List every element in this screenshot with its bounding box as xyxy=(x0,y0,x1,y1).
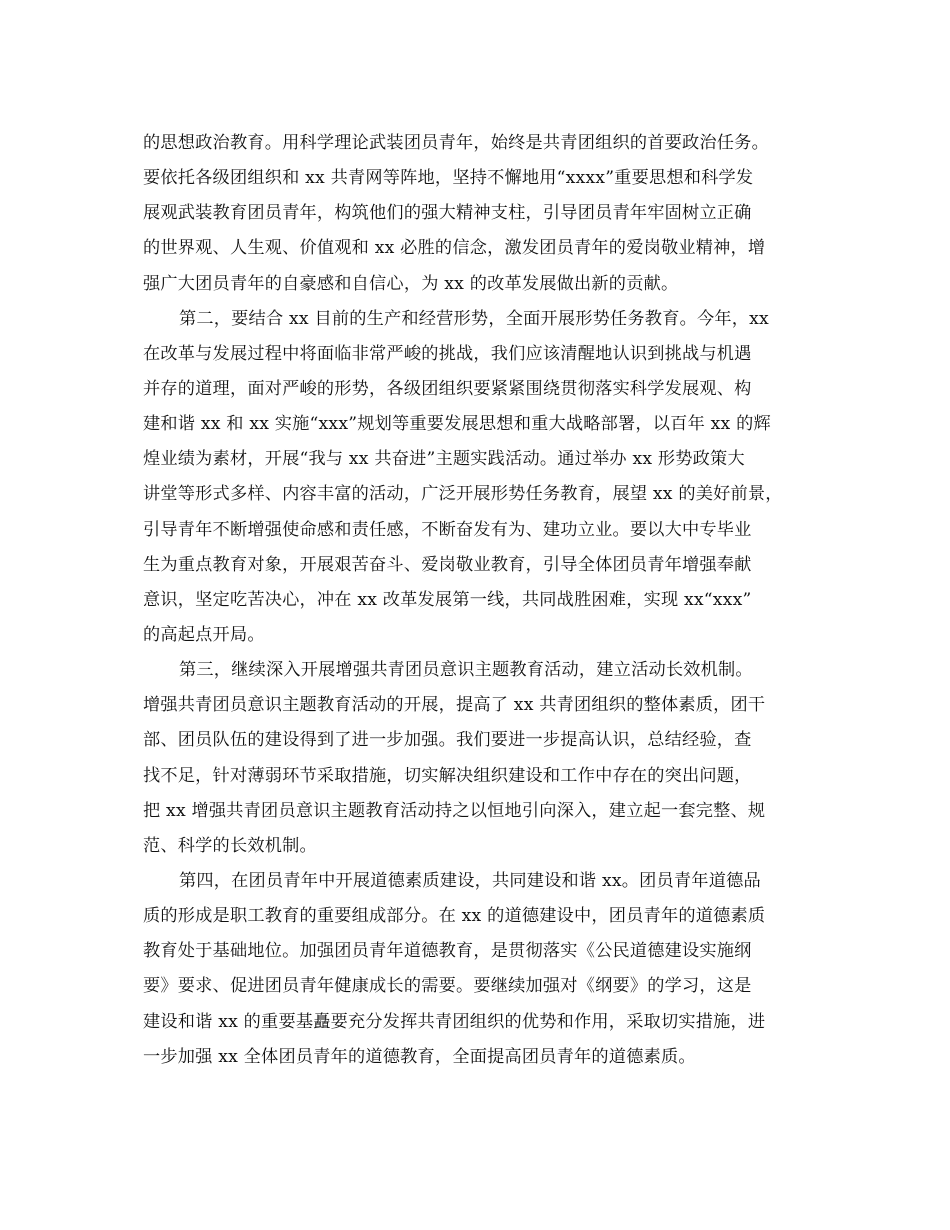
paragraph-line: 讲堂等形式多样、内容丰富的活动，广泛开展形势任务教育，展望 xx 的美好前景， xyxy=(143,484,783,505)
paragraph-1 xyxy=(143,126,811,302)
paragraph-4 xyxy=(143,864,811,1075)
paragraph-line: 第四，在团员青年中开展道德素质建设，共同建设和谐 xx。团员青年道德品 xyxy=(179,870,761,891)
paragraph-line: 意识，坚定吃苦决心，冲在 xx 改革发展第一线，共同战胜困难，实现 xx“xxx” xyxy=(143,589,752,610)
paragraph-line: 找不足，针对薄弱环节采取措施，切实解决组织建设和工作中存在的突出问题， xyxy=(143,765,752,786)
paragraph-line: 的世界观、人生观、价值观和 xx 必胜的信念，激发团员青年的爱岗敬业精神，增 xyxy=(143,238,766,259)
paragraph-line: 教育处于基础地位。加强团员青年道德教育，是贯彻落实《公民道德建设实施纲 xyxy=(143,941,752,962)
paragraph-line: 一步加强 xx 全体团员青年的道德教育，全面提高团员青年的道德素质。 xyxy=(143,1046,696,1067)
paragraph-line: 增强共青团员意识主题教育活动的开展，提高了 xx 共青团组织的整体素质，团干 xyxy=(143,695,766,716)
paragraph-line: 煌业绩为素材，开展“我与 xx 共奋进”主题实践活动。通过举办 xx 形势政策大 xyxy=(143,449,745,470)
paragraph-line: 生为重点教育对象，开展艰苦奋斗、爱岗敬业教育，引导全体团员青年增强奉献 xyxy=(143,554,752,575)
paragraph-line: 第二，要结合 xx 目前的生产和经营形势，全面开展形势任务教育。今年，xx xyxy=(179,308,769,329)
document-body xyxy=(143,126,811,1075)
paragraph-line: 的思想政治教育。用科学理论武装团员青年，始终是共青团组织的首要政治任务。 xyxy=(143,133,769,153)
paragraph-line: 第三，继续深入开展增强共青团员意识主题教育活动，建立活动长效机制。 xyxy=(179,660,753,681)
paragraph-line: 建设和谐 xx 的重要基矗要充分发挥共青团组织的优势和作用，采取切实措施，进 xyxy=(143,1011,766,1032)
paragraph-line: 质的形成是职工教育的重要组成部分。在 xx 的道德建设中，团员青年的道德素质 xyxy=(143,906,766,927)
paragraph-line: 范、科学的长效机制。 xyxy=(143,835,317,856)
paragraph-line: 要依托各级团组织和 xx 共青网等阵地，坚持不懈地用“xxxx”重要思想和科学发 xyxy=(143,168,754,189)
paragraph-2 xyxy=(143,302,811,653)
paragraph-line: 建和谐 xx 和 xx 实施“xxx”规划等重要发展思想和重大战略部署，以百年 xx 的辉 xyxy=(143,414,771,435)
paragraph-line: 把 xx 增强共青团员意识主题教育活动持之以恒地引向深入，建立起一套完整、规 xyxy=(143,800,766,821)
paragraph-line: 引导青年不断增强使命感和责任感，不断奋发有为、建功立业。要以大中专毕业 xyxy=(143,519,752,540)
paragraph-line: 强广大团员青年的自豪感和自信心，为 xx 的改革发展做出新的贡献。 xyxy=(143,273,679,294)
paragraph-line: 在改革与发展过程中将面临非常严峻的挑战，我们应该清醒地认识到挑战与机遇 xyxy=(143,343,752,364)
paragraph-line: 要》要求、促进团员青年健康成长的需要。要继续加强对《纲要》的学习，这是 xyxy=(143,976,752,997)
paragraph-line: 并存的道理，面对严峻的形势，各级团组织要紧紧围绕贯彻落实科学发展观、构 xyxy=(143,378,752,399)
paragraph-line: 的高起点开局。 xyxy=(143,624,265,645)
paragraph-3 xyxy=(143,653,811,864)
paragraph-line: 部、团员队伍的建设得到了进一步加强。我们要进一步提高认识，总结经验，查 xyxy=(143,730,752,751)
paragraph-line: 展观武装教育团员青年，构筑他们的强大精神支柱，引导团员青年牢固树立正确 xyxy=(143,203,752,224)
